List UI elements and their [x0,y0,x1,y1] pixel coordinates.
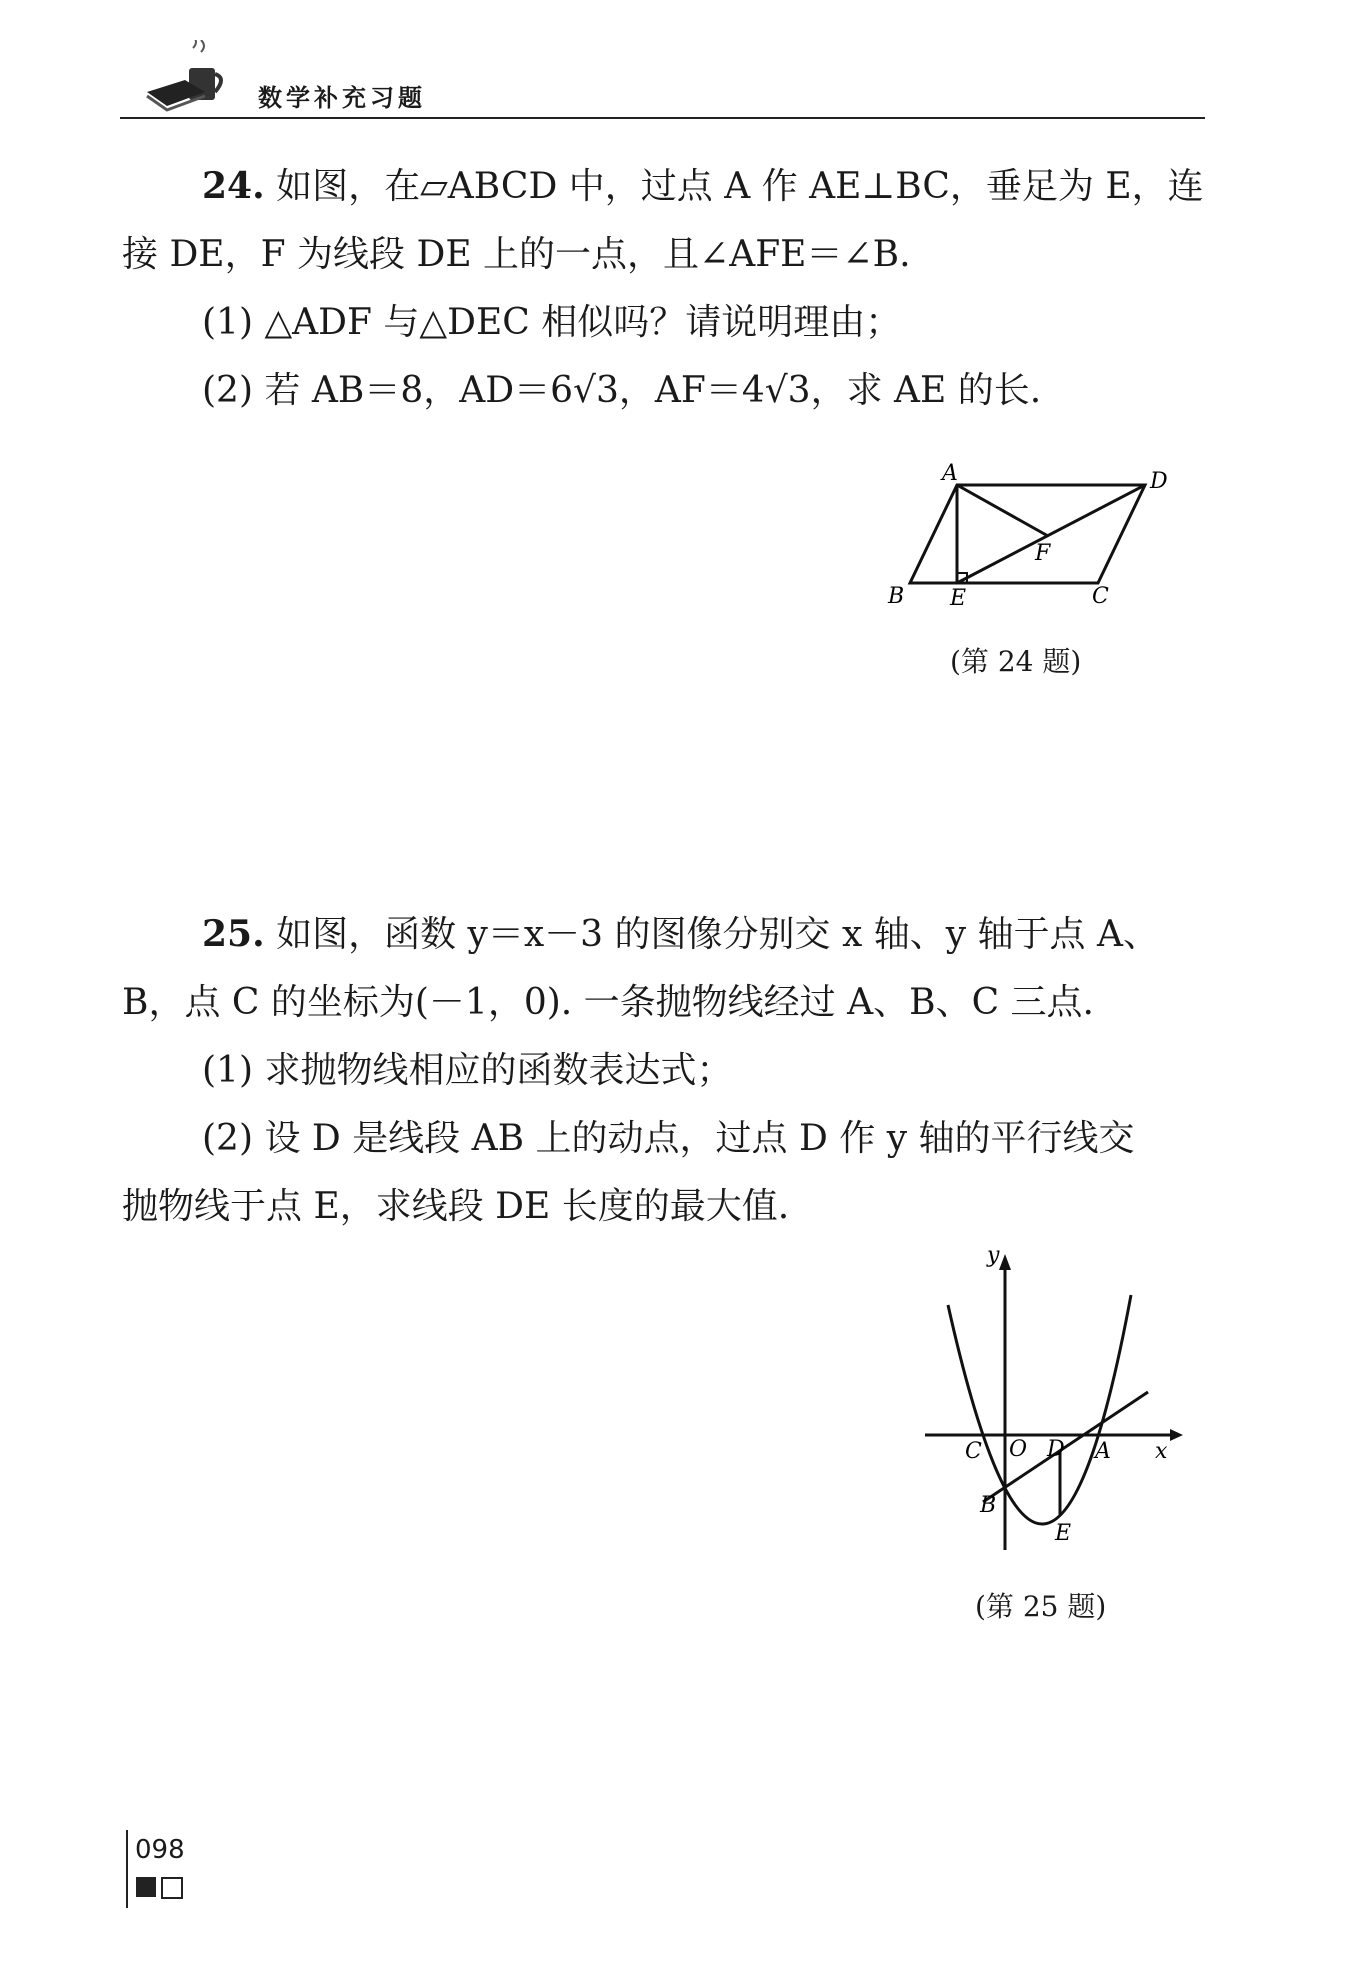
label-x: x [1155,1439,1168,1464]
problem-24-stem: 如图，在▱ABCD 中，过点 A 作 AE⊥BC，垂足为 E，连 [276,166,1204,207]
page-number: 098 [135,1835,185,1865]
figure-24-caption: (第 24 题) [950,645,1082,678]
running-title: 数学补充习题 [258,84,426,112]
empty-square-icon [161,1877,183,1899]
filled-square-icon [136,1877,156,1897]
label-e: E [1055,1521,1072,1546]
problem-25-line-2: B，点 C 的坐标为(－1，0). 一条抛物线经过 A、B、C 三点. [122,982,1095,1023]
problem-24-line-2: 接 DE，F 为线段 DE 上的一点，且∠AFE＝∠B. [122,234,911,275]
label-c: C [1092,584,1109,609]
x-axis-arrow [1170,1429,1183,1441]
label-b: B [980,1493,997,1518]
label-e: E [950,586,967,611]
parallelogram-abcd [910,485,1145,583]
problem-25-question-1: (1) 求抛物线相应的函数表达式； [202,1050,733,1091]
label-b: B [888,584,905,609]
label-d: D [1150,469,1168,494]
label-a: A [1095,1439,1111,1464]
problem-25 [122,900,1212,1241]
problem-25-stem: 如图，函数 y＝x－3 的图像分别交 x 轴、y 轴于点 A、 [276,914,1159,955]
label-f: F [1035,541,1051,566]
figure-25-caption: (第 25 题) [975,1590,1107,1623]
label-c: C [965,1439,982,1464]
figure-25-parabola [915,1240,1195,1560]
label-d: D [1047,1437,1065,1462]
problem-24-line-1 [122,152,1212,221]
problem-25-line-1 [122,900,1212,969]
y-axis-arrow [999,1254,1011,1270]
label-o: O [1009,1437,1028,1462]
label-y: y [987,1243,1000,1268]
problem-25-question-2b: 抛物线于点 E，求线段 DE 长度的最大值. [122,1186,790,1227]
header-rule [120,117,1205,119]
problem-24 [122,152,1212,425]
label-a: A [942,461,958,486]
problem-25-number: 25. [202,913,265,955]
problem-25-question-2a: (2) 设 D 是线段 AB 上的动点，过点 D 作 y 轴的平行线交 [202,1118,1135,1159]
segment-af [957,485,1048,536]
book-and-cup-icon [145,40,235,120]
parabola-curve [948,1295,1131,1524]
problem-24-number: 24. [202,165,265,207]
footer-bar [126,1830,128,1908]
page-header [0,0,1350,130]
figure-24-parallelogram [880,460,1180,620]
problem-24-question-2: (2) 若 AB＝8，AD＝6√3，AF＝4√3，求 AE 的长. [202,370,1042,411]
problem-24-question-1: (1) △ADF 与△DEC 相似吗？请说明理由； [202,302,902,343]
line-ab [983,1392,1148,1502]
